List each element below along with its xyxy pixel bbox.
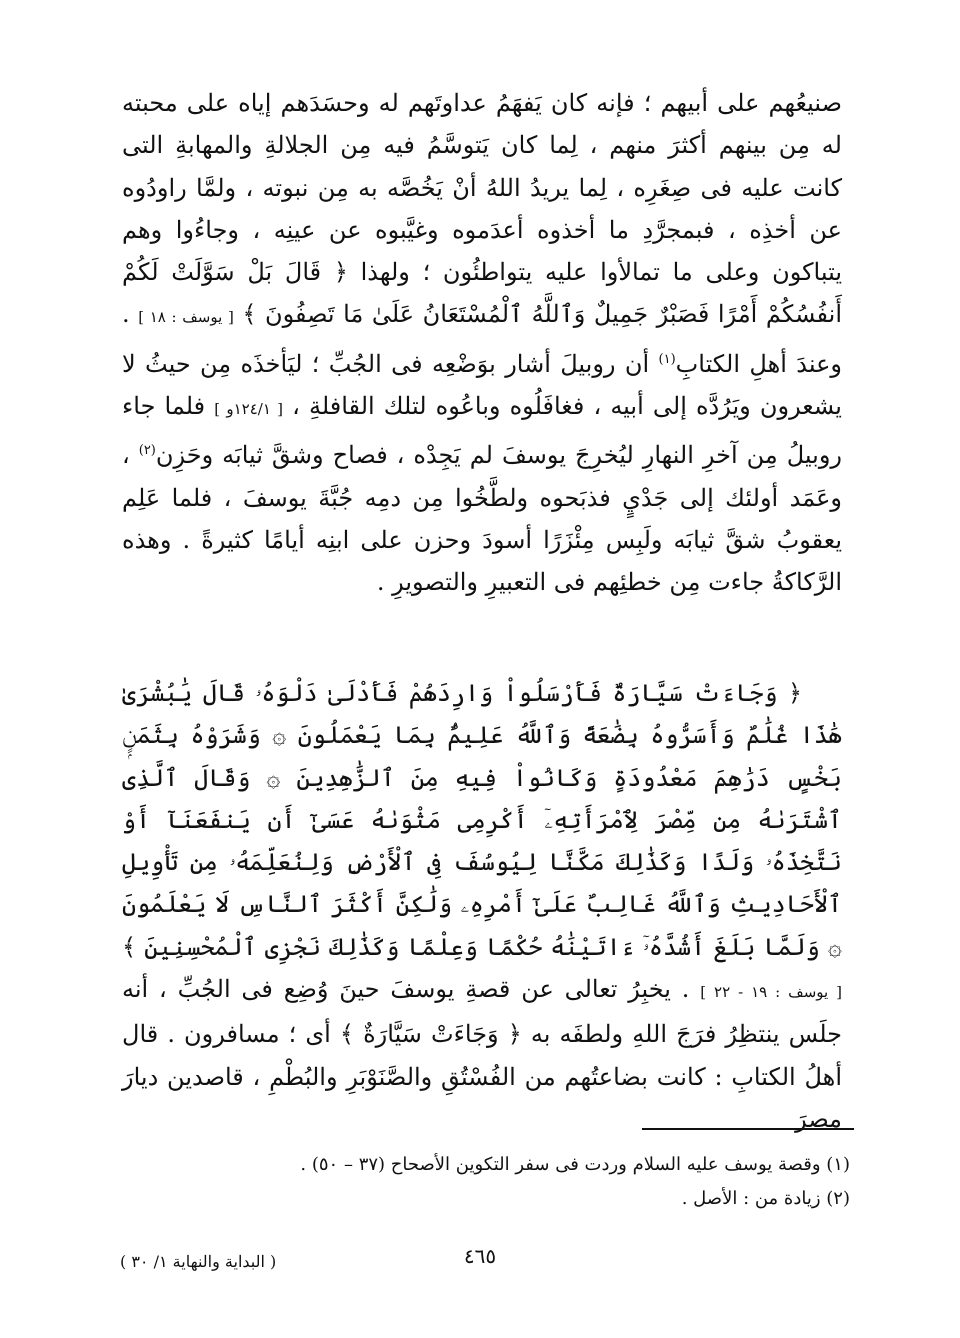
footnote-marker-2: (٢) (138, 443, 156, 459)
footnote-1: (١) وقصة يوسف عليه السلام وردت فى سفر التكوين الأصحاح (٣٧ – ٥٠) . (300, 1154, 850, 1175)
para1-tail-3: ، وعَمَد أولئك إلى جَدْيٍ فذبَحوه ولطَّخُوا مِن دمِه جُبَّةَ يوسفَ ، فلما عَلِم يعقوبُ شقَّ ثيابَه ولَبِس مِئْزَرًا أسودَ وحزن على ابنِه أيامًا كثيرةً . وهذه الرَّكاكةُ جاءت مِن خطئِهم فى التعبيرِ والتصويرِ . (122, 441, 842, 597)
verse-reference: [ يوسف : ١٨ ] (138, 308, 234, 327)
footnotes (220, 1148, 850, 1216)
manuscript-reference: [ ١٢٤/١و ] (214, 400, 283, 419)
quran-reference: [ يوسف : ١٩ - ٢٢ ] (700, 983, 842, 1002)
para1-continuation: . وعندَ أهلِ الكتابِ (122, 300, 842, 378)
para1-tail: أن روبيلَ أشار بوَضْعِه فى الجُبِّ ؛ ليَأخذَه مِن حيثُ لا يشعرون ويَرُدَّه إلى أبيه ، فغافَلُوه وباعُوه لتلك القافلةِ ، (122, 349, 842, 421)
footnote-divider (642, 1128, 854, 1130)
source-reference: ( البداية والنهاية ١/ ٣٠ ) (120, 1252, 277, 1271)
quran-verse: ﴿ وَجَاءَتْ سَيَّارَةٌ فَأَرْسَلُواْ وَارِدَهُمْ فَأَدْلَىٰ دَلْوَهُۥ قَالَ يَٰبُشْرَىٰ هَٰذَا غُلَٰمٌ وَأَسَرُّوهُ بِضَٰعَةً وَٱللَّهُ عَلِيمٌۢ بِمَا يَعْمَلُونَ ۞ وَشَرَوْهُ بِثَمَنٍۭ بَخْسٍ دَرَٰهِمَ مَعْدُودَةٍ وَكَانُواْ فِيهِ مِنَ ٱلزَّٰهِدِينَ ۞ وَقَالَ ٱلَّذِى ٱشْتَرَىٰهُ مِن مِّصْرَ لِٱمْرَأَتِهِۦٓ أَكْرِمِى مَثْوَىٰهُ عَسَىٰٓ أَن يَنفَعَنَآ أَوْ نَتَّخِذَهُۥ وَلَدًا وَكَذَٰلِكَ مَكَّنَّا لِيُوسُفَ فِى ٱلْأَرْضِ وَلِنُعَلِّمَهُۥ مِن تَأْوِيلِ ٱلْأَحَادِيثِ وَٱللَّهُ غَالِبٌ عَلَىٰٓ أَمْرِهِۦ وَلَٰكِنَّ أَكْثَرَ ٱلنَّاسِ لَا يَعْلَمُونَ ۞ وَلَمَّا بَلَغَ أَشُدَّهُۥٓ ءَاتَيْنَٰهُ حُكْمًا وَعِلْمًا وَكَذَٰلِكَ نَجْزِى ٱلْمُحْسِنِينَ ﴾ (122, 679, 842, 961)
paragraph-1 (122, 82, 842, 604)
para1-tail-2: فلما جاء روبيلُ مِن آخرِ النهارِ ليُخرِجَ يوسفَ لم يَجِدْه ، فصاح وشقَّ ثيابَه وحَزِن (122, 392, 842, 470)
para1-text: صنيعُهم على أبيهم ؛ فإنه كان يَفهَمُ عداوتَهم له وحسَدَهم إياه على محبته له مِن بينهم أكثرَ منهم ، لِما كان يَتوسَّمُ فيه مِن الجلالةِ والمهابةِ التى كانت عليه فى صِغَرِه ، لِما يريدُ اللهُ أنْ يَخُصَّه به مِن نبوته ، ولمَّا راودُوه عن أخذِه ، فبمجرَّدِ ما أخذوه أعدَموه وغيَّبوه عن عينِه ، وجاءُوا وهم يتباكون وعلى ما تمالأوا عليه يتواطئُون ؛ ولهذا ﴿ قَالَ بَلْ سَوَّلَتْ لَكُمْ أَنفُسُكُمْ أَمْرًا فَصَبْرٌ جَمِيلٌ وَٱللَّهُ ٱلْمُسْتَعَانُ عَلَىٰ مَا تَصِفُونَ ﴾ (122, 89, 843, 329)
quran-passage (122, 672, 842, 1140)
footnote-marker-1: (١) (658, 351, 676, 367)
page-number: ٤٦٥ (463, 1244, 497, 1268)
quran-paragraph (122, 672, 842, 1140)
footnote-2: (٢) زيادة من : الأصل . (681, 1188, 850, 1209)
main-text (122, 82, 842, 604)
commentary-text: . يخبِرُ تعالى عن قصةِ يوسفَ حينَ وُضِع فى الجُبِّ ، أنه جلَس ينتظِرُ فرَجَ اللهِ ولطفَه به ﴿ وَجَاءَتْ سَيَّارَةٌ ﴾ أى ؛ مسافرون . قال أهلُ الكتابِ : كانت بضاعتُهم من الفُسْتُقِ والصَّنَوْبَرِ والبُطْمِ ، قاصدين ديارَ مصرَ (122, 975, 842, 1133)
